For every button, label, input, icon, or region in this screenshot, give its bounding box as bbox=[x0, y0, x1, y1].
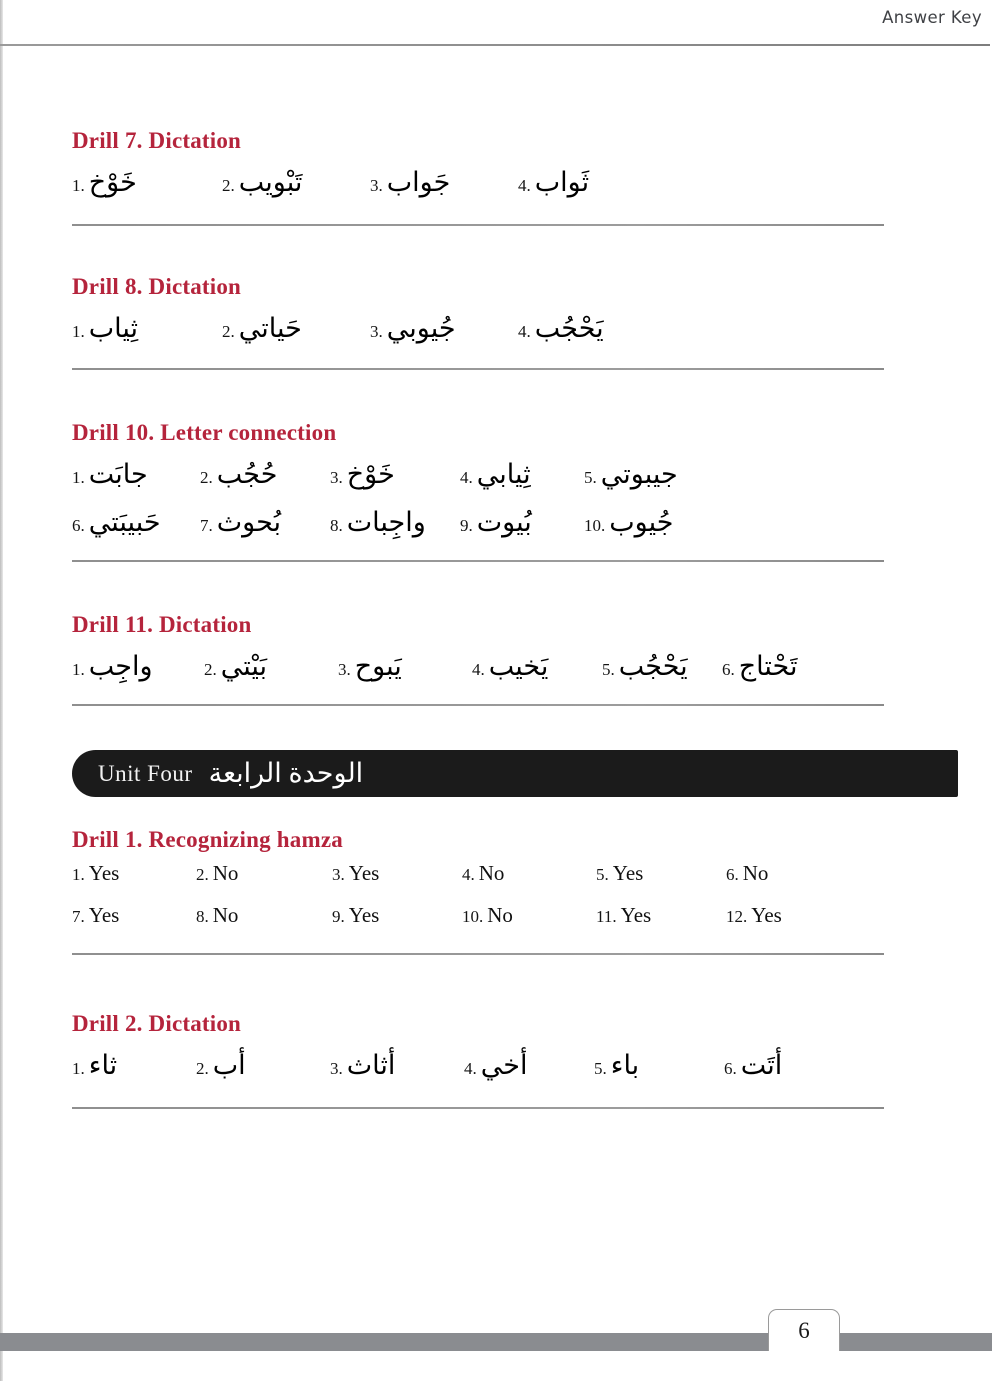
item-number: 1. bbox=[72, 322, 85, 341]
section-rule bbox=[72, 224, 884, 226]
answer-row bbox=[72, 162, 932, 210]
item-number: 2. bbox=[222, 322, 235, 341]
drill-heading: Drill 8. Dictation bbox=[72, 274, 242, 299]
item-arabic-text: بُيوت bbox=[476, 507, 532, 537]
item-number: 2. bbox=[196, 865, 209, 884]
item-number: 5. bbox=[584, 468, 597, 487]
header-title: Answer Key bbox=[882, 8, 982, 27]
item-number: 8. bbox=[196, 907, 209, 926]
item-arabic-text: جُيوبي bbox=[386, 313, 456, 343]
answer-item bbox=[722, 646, 798, 687]
item-arabic-text: جُيوب bbox=[609, 507, 674, 537]
answer-item bbox=[72, 502, 161, 543]
answer-item bbox=[72, 646, 153, 687]
item-answer-text: Yes bbox=[612, 861, 644, 885]
item-arabic-text: بُحوث bbox=[216, 507, 282, 537]
answer-item bbox=[204, 646, 267, 687]
item-arabic-text: أثاث bbox=[346, 1050, 396, 1080]
item-arabic-text: يَبوح bbox=[354, 651, 402, 681]
item-number: 4. bbox=[518, 176, 531, 195]
item-arabic-text: واجِب bbox=[88, 651, 153, 681]
item-number: 10. bbox=[584, 516, 606, 535]
answer-item bbox=[72, 308, 138, 349]
answer-item bbox=[72, 162, 137, 203]
section-rule bbox=[72, 560, 884, 562]
unit-drill-sections bbox=[72, 827, 932, 1109]
answer-item bbox=[596, 903, 651, 928]
answer-item bbox=[200, 454, 277, 495]
answer-item bbox=[596, 861, 643, 886]
drill-section bbox=[72, 420, 932, 562]
answer-row bbox=[72, 454, 932, 502]
header-rule bbox=[0, 44, 990, 46]
drill-section bbox=[72, 1011, 932, 1109]
answer-item bbox=[332, 903, 379, 928]
item-answer-text: Yes bbox=[348, 861, 380, 885]
item-answer-text: No bbox=[212, 903, 239, 927]
item-arabic-text: بَيْتي bbox=[220, 651, 268, 681]
answer-item bbox=[462, 903, 513, 928]
item-arabic-text: ثاء bbox=[88, 1050, 118, 1080]
answer-item bbox=[332, 861, 379, 886]
answer-item bbox=[330, 502, 426, 543]
item-number: 8. bbox=[330, 516, 343, 535]
item-arabic-text: واجِبات bbox=[346, 507, 426, 537]
answer-item bbox=[602, 646, 688, 687]
footer-band-right bbox=[840, 1333, 992, 1351]
item-answer-text: Yes bbox=[88, 903, 120, 927]
item-number: 11. bbox=[596, 907, 617, 926]
answer-item bbox=[472, 646, 548, 687]
item-number: 4. bbox=[518, 322, 531, 341]
item-number: 2. bbox=[200, 468, 213, 487]
answer-item bbox=[518, 162, 589, 203]
item-answer-text: Yes bbox=[751, 903, 782, 927]
item-number: 6. bbox=[72, 516, 85, 535]
item-number: 7. bbox=[200, 516, 213, 535]
page-number: 6 bbox=[798, 1318, 810, 1343]
item-number: 6. bbox=[726, 865, 739, 884]
item-number: 6. bbox=[722, 660, 735, 679]
answer-item bbox=[460, 454, 531, 495]
answer-row bbox=[72, 903, 932, 945]
drill-section bbox=[72, 274, 932, 370]
item-number: 3. bbox=[330, 468, 343, 487]
item-arabic-text: يَحْجُب bbox=[534, 313, 604, 343]
item-answer-text: No bbox=[487, 903, 513, 927]
item-number: 4. bbox=[462, 865, 475, 884]
answer-item bbox=[72, 454, 148, 495]
footer-band-left bbox=[0, 1333, 768, 1351]
item-answer-text: Yes bbox=[620, 903, 652, 927]
item-arabic-text: أتَت bbox=[740, 1050, 783, 1080]
item-arabic-text: ثِيابي bbox=[476, 459, 531, 489]
answer-item bbox=[330, 454, 395, 495]
drill-heading: Drill 7. Dictation bbox=[72, 128, 242, 153]
item-number: 4. bbox=[464, 1059, 477, 1078]
page-edge bbox=[0, 0, 3, 1381]
item-number: 1. bbox=[72, 865, 85, 884]
item-answer-text: Yes bbox=[88, 861, 120, 885]
item-arabic-text: أخي bbox=[480, 1050, 528, 1080]
answer-item bbox=[464, 1045, 527, 1086]
item-arabic-text: خَوْخ bbox=[88, 167, 137, 197]
answer-item bbox=[726, 861, 768, 886]
item-arabic-text: حَياتي bbox=[238, 313, 302, 343]
item-number: 7. bbox=[72, 907, 85, 926]
item-number: 1. bbox=[72, 468, 85, 487]
item-arabic-text: خَوْخ bbox=[346, 459, 395, 489]
item-answer-text: Yes bbox=[348, 903, 380, 927]
answer-row bbox=[72, 502, 932, 550]
item-arabic-text: تَحْتاج bbox=[738, 651, 798, 681]
answer-item bbox=[222, 308, 302, 349]
unit-banner-arabic: الوحدة الرابعة bbox=[208, 758, 364, 788]
item-number: 5. bbox=[596, 865, 609, 884]
item-number: 3. bbox=[370, 322, 383, 341]
item-number: 9. bbox=[332, 907, 345, 926]
item-arabic-text: حُجُب bbox=[216, 459, 278, 489]
item-number: 3. bbox=[330, 1059, 343, 1078]
item-number: 1. bbox=[72, 660, 85, 679]
answer-item bbox=[72, 903, 119, 928]
drill-section bbox=[72, 827, 932, 955]
answer-item bbox=[594, 1045, 639, 1086]
answer-item bbox=[518, 308, 604, 349]
item-number: 2. bbox=[222, 176, 235, 195]
answer-item bbox=[460, 502, 532, 543]
item-arabic-text: جَواب bbox=[386, 167, 451, 197]
answer-item bbox=[196, 1045, 246, 1086]
drill-section bbox=[72, 612, 932, 706]
answer-item bbox=[72, 1045, 117, 1086]
answer-row bbox=[72, 308, 932, 356]
answer-row bbox=[72, 646, 932, 694]
item-answer-text: No bbox=[742, 861, 769, 885]
item-arabic-text: جابَت bbox=[88, 459, 148, 489]
drill-heading: Drill 1. Recognizing hamza bbox=[72, 827, 343, 852]
item-arabic-text: ثِياب bbox=[88, 313, 139, 343]
item-number: 4. bbox=[472, 660, 485, 679]
section-rule bbox=[72, 368, 884, 370]
item-answer-text: No bbox=[478, 861, 505, 885]
answer-item bbox=[222, 162, 302, 203]
section-rule bbox=[72, 953, 884, 955]
item-number: 2. bbox=[204, 660, 217, 679]
answer-item bbox=[370, 308, 456, 349]
item-arabic-text: يَخيب bbox=[488, 651, 549, 681]
item-number: 12. bbox=[726, 907, 748, 926]
unit-banner-english: Unit Four bbox=[98, 760, 193, 786]
page-header bbox=[0, 8, 992, 28]
item-number: 2. bbox=[196, 1059, 209, 1078]
item-arabic-text: ثَواب bbox=[534, 167, 590, 197]
item-number: 5. bbox=[602, 660, 615, 679]
item-number: 3. bbox=[370, 176, 383, 195]
drill-heading: Drill 11. Dictation bbox=[72, 612, 252, 637]
item-arabic-text: تَبْويب bbox=[238, 167, 303, 197]
item-arabic-text: أب bbox=[212, 1050, 246, 1080]
answer-item bbox=[462, 861, 504, 886]
item-number: 3. bbox=[338, 660, 351, 679]
item-number: 4. bbox=[460, 468, 473, 487]
item-number: 9. bbox=[460, 516, 473, 535]
item-arabic-text: حَبيبَتي bbox=[88, 507, 161, 537]
answer-item bbox=[200, 502, 281, 543]
answer-key-content bbox=[72, 128, 932, 1109]
section-rule bbox=[72, 1107, 884, 1109]
answer-item bbox=[338, 646, 402, 687]
answer-item bbox=[584, 502, 673, 543]
drill-section bbox=[72, 128, 932, 226]
item-arabic-text: جيبوتي bbox=[600, 459, 678, 489]
drill-heading: Drill 10. Letter connection bbox=[72, 420, 337, 445]
answer-item bbox=[196, 903, 238, 928]
unit-banner bbox=[72, 750, 958, 797]
drill-sections bbox=[72, 128, 932, 706]
item-arabic-text: يَحْجُب bbox=[618, 651, 688, 681]
item-arabic-text: باء bbox=[610, 1050, 640, 1080]
answer-row bbox=[72, 861, 932, 903]
item-number: 1. bbox=[72, 176, 85, 195]
item-number: 10. bbox=[462, 907, 484, 926]
answer-item bbox=[726, 903, 782, 928]
answer-item bbox=[584, 454, 678, 495]
answer-item bbox=[196, 861, 238, 886]
item-number: 5. bbox=[594, 1059, 607, 1078]
answer-row bbox=[72, 1045, 932, 1093]
answer-item bbox=[370, 162, 450, 203]
item-number: 6. bbox=[724, 1059, 737, 1078]
answer-item bbox=[330, 1045, 395, 1086]
item-number: 1. bbox=[72, 1059, 85, 1078]
item-number: 3. bbox=[332, 865, 345, 884]
answer-item bbox=[724, 1045, 782, 1086]
item-answer-text: No bbox=[212, 861, 239, 885]
drill-heading: Drill 2. Dictation bbox=[72, 1011, 242, 1036]
section-rule bbox=[72, 704, 884, 706]
answer-item bbox=[72, 861, 119, 886]
